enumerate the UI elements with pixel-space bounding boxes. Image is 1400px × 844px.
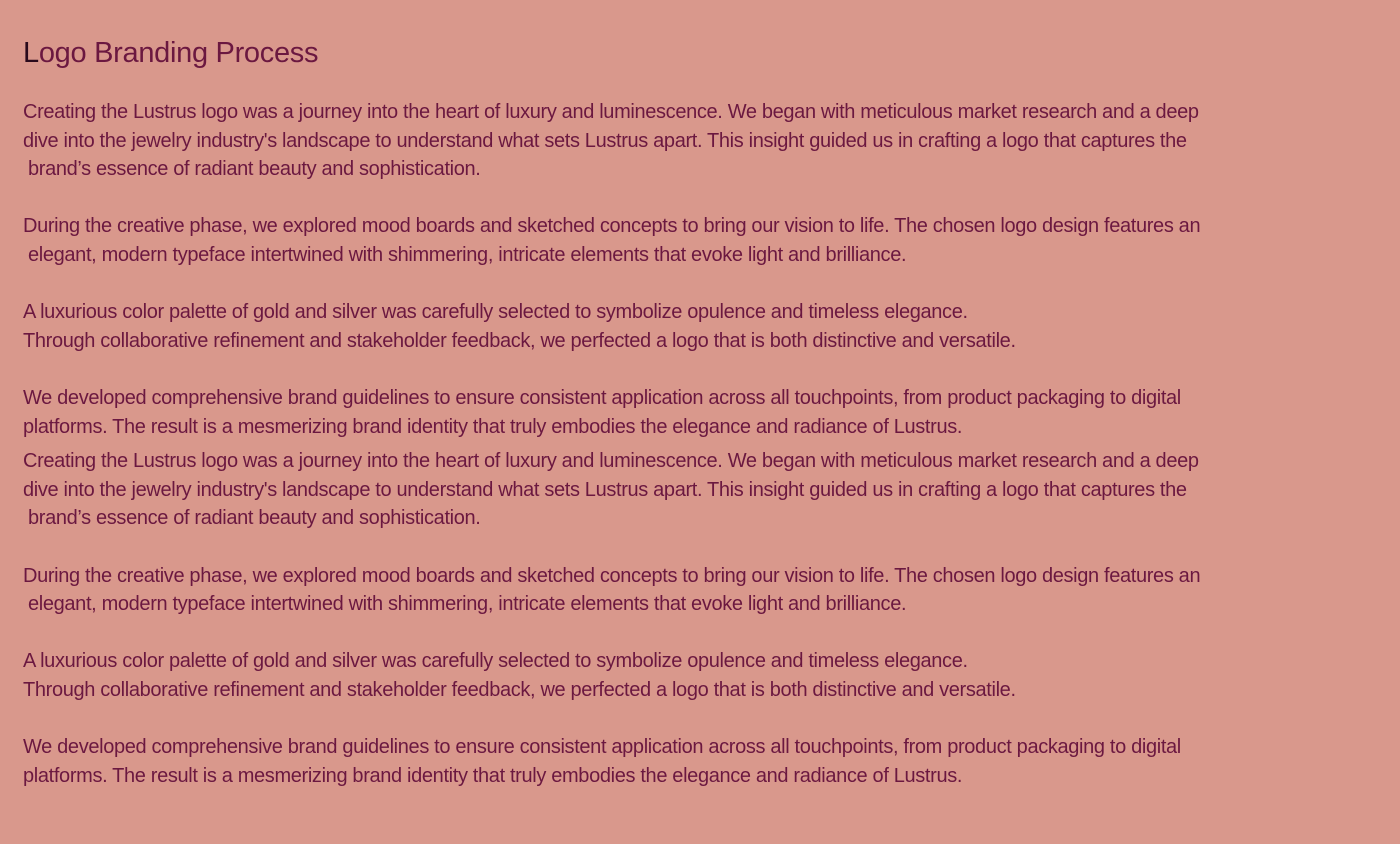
text-line: During the creative phase, we explored mood boards and sketched concepts to bring our vision to life. The chosen logo design features an: [23, 215, 1201, 238]
paragraph-creative-phase: [23, 562, 1388, 619]
paragraph-spacer: [23, 619, 1388, 648]
text-line: Through collaborative refinement and stakeholder feedback, we perfected a logo that is both distinctive and versatile.: [23, 329, 1016, 352]
text-line: We developed comprehensive brand guidelines to ensure consistent application across all touchpoints, from product packaging to digital: [23, 386, 1181, 409]
text-line: During the creative phase, we explored mood boards and sketched concepts to bring our vision to life. The chosen logo design features an: [23, 564, 1201, 587]
paragraph-research: [23, 447, 1388, 533]
text-line: platforms. The result is a mesmerizing brand identity that truly embodies the elegance and radiance of Lustrus.: [23, 415, 963, 438]
text-line: A luxurious color palette of gold and silver was carefully selected to symbolize opulence and timeless elegance.: [23, 301, 968, 324]
text-line: Creating the Lustrus logo was a journey into the heart of luxury and luminescence. We began with meticulous market research and a deep: [23, 450, 1199, 473]
text-line: We developed comprehensive brand guidelines to ensure consistent application across all touchpoints, from product packaging to digital: [23, 736, 1181, 759]
paragraph-brand-guidelines: [23, 733, 1388, 790]
text-line: Through collaborative refinement and stakeholder feedback, we perfected a logo that is both distinctive and versatile.: [23, 678, 1016, 701]
document-page: [23, 34, 1388, 790]
paragraph-color-palette: [23, 647, 1388, 704]
text-line: brand’s essence of radiant beauty and sophistication.: [28, 507, 481, 530]
title-first-letter: L: [23, 37, 39, 69]
paragraph-color-palette: [23, 298, 1388, 355]
paragraph-spacer: [23, 533, 1388, 562]
text-line: brand’s essence of radiant beauty and sophistication.: [28, 158, 481, 181]
paragraph-spacer: [23, 355, 1388, 384]
paragraph-creative-phase: [23, 212, 1388, 269]
text-line: dive into the jewelry industry's landscape to understand what sets Lustrus apart. This insight guided us in crafting a logo that captures the: [23, 129, 1187, 152]
text-line: platforms. The result is a mesmerizing brand identity that truly embodies the elegance and radiance of Lustrus.: [23, 764, 963, 787]
paragraph-spacer: [23, 704, 1388, 733]
text-line: elegant, modern typeface intertwined with shimmering, intricate elements that evoke light and brilliance.: [28, 243, 907, 266]
text-line: A luxurious color palette of gold and silver was carefully selected to symbolize opulence and timeless elegance.: [23, 650, 968, 673]
paragraph-spacer: [23, 270, 1388, 299]
paragraph-research: [23, 98, 1388, 184]
paragraph-spacer: [23, 184, 1388, 213]
text-line: dive into the jewelry industry's landscape to understand what sets Lustrus apart. This insight guided us in crafting a logo that captures the: [23, 478, 1187, 501]
page-title: [23, 34, 1388, 72]
paragraph-brand-guidelines: [23, 384, 1388, 441]
title-rest: ogo Branding Process: [38, 37, 319, 69]
text-line: Creating the Lustrus logo was a journey into the heart of luxury and luminescence. We began with meticulous market research and a deep: [23, 101, 1199, 123]
text-line: elegant, modern typeface intertwined with shimmering, intricate elements that evoke light and brilliance.: [28, 593, 907, 616]
